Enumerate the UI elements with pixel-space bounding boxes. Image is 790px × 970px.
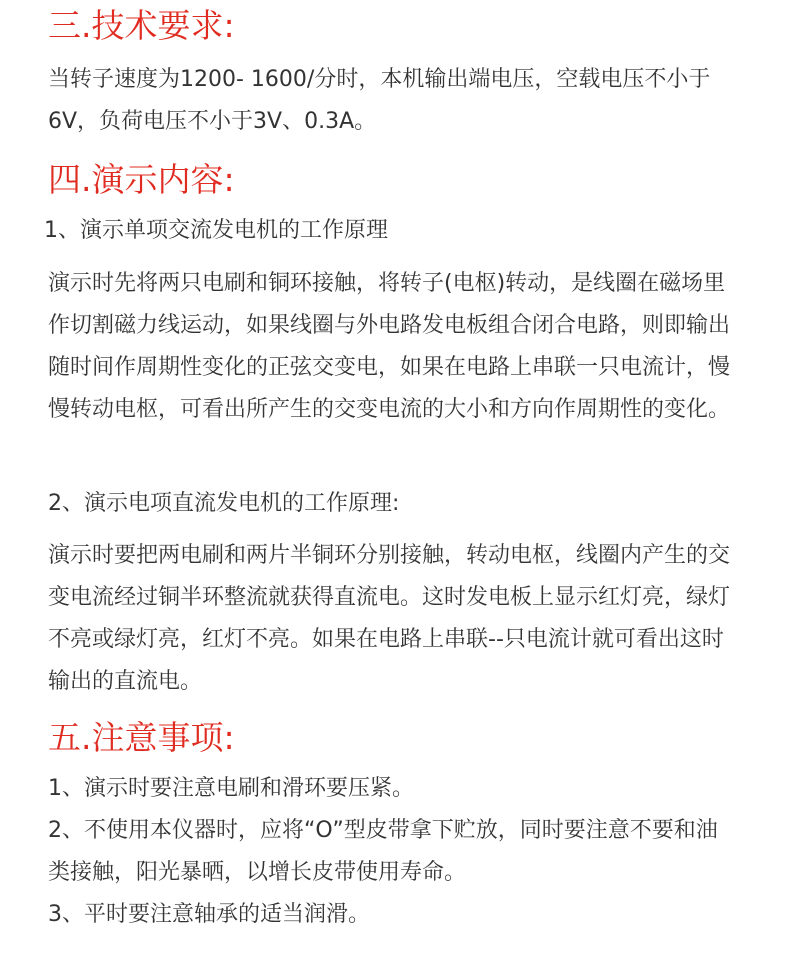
- notes-item-3: 3、平时要注意轴承的适当润滑。: [48, 902, 370, 927]
- section-heading-notes: 五.注意事项:: [48, 718, 235, 757]
- demo-item-1-title: 1、演示单项交流发电机的工作原理: [44, 218, 388, 243]
- technical-requirements-text: 当转子速度为1200- 1600/分时，本机输出端电压，空载电压不小于6V，负荷电压不小于3V、0.3A。: [48, 67, 711, 134]
- notes-item-1: 1、演示时要注意电刷和滑环要压紧。: [48, 776, 414, 801]
- notes-item-2: 2、不使用本仪器时，应将“O”型皮带拿下贮放，同时要注意不要和油类接触，阳光暴晒，以增长皮带使用寿命。: [48, 818, 718, 885]
- section-heading-technical-requirements: 三.技术要求:: [48, 6, 235, 45]
- demo-item-2-text: 演示时要把两电刷和两片半铜环分别接触，转动电枢，线圈内产生的交变电流经过铜半环整流就获得直流电。这时发电板上显示红灯亮，绿灯不亮或绿灯亮，红灯不亮。如果在电路上串联--只电流计就可看出这时输出的直流电。: [48, 543, 731, 694]
- demo-item-2-title: 2、演示电项直流发电机的工作原理:: [48, 491, 400, 516]
- demo-item-1-text: 演示时先将两只电刷和铜环接触，将转子(电枢)转动，是线圈在磁场里作切割磁力线运动，如果线圈与外电路发电板组合闭合电路，则即输出随时间作周期性变化的正弦交变电，如果在电路上串联一只电流计，慢慢转动电枢，可看出所产生的交变电流的大小和方向作周期性的变化。: [48, 271, 731, 422]
- section-heading-demo-content: 四.演示内容:: [48, 160, 235, 199]
